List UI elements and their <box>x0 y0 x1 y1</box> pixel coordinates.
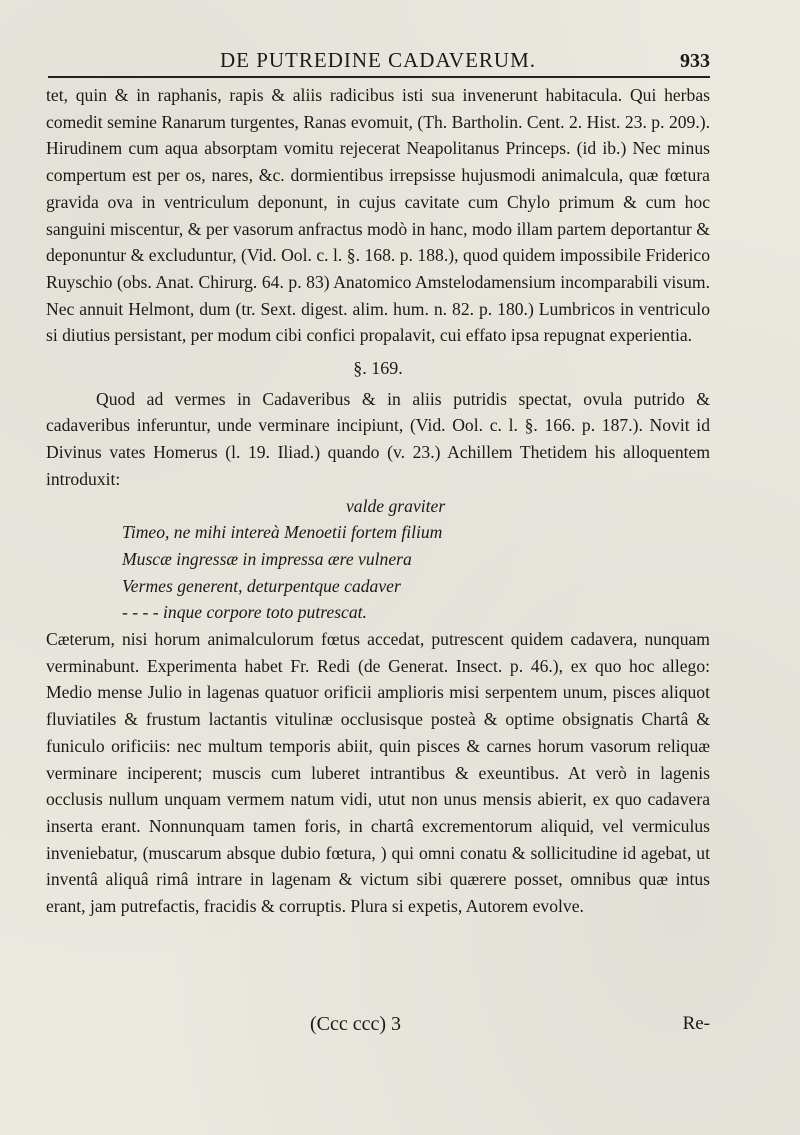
paragraph-3: Cæterum, nisi horum animalculorum fœtus accedat, putrescent quidem cadavera, nunquam verminabunt. Experimenta habet Fr. Redi (de Generat. Insect. p. 46.), ex quo hoc allego: Medio mense Julio in lagenas quatuor orificii amplioris misi serpentem unum, pisces aliquot fluviatiles & frustum lactantis vitulinæ occlusisque posteà & optime obsignatis Chartâ & funiculo orificiis: nec multum temporis abiit, quin pisces & carnes horum vasorum reliquæ verminare inciperent; muscis cum luberet intrantibus & exeuntibus. At verò in lagenis occlusis nullum unquam vermem natum vidi, utut non unus mensis abierit, ex quo cadavera inserta erant. Nonnunquam tamen foris, in chartâ excrementorum aliquid, vel vermiculus inveniebatur, (muscarum absque dubio fœtura, ) qui omni conatu & sollicitudine id agebat, ut inventâ aliquâ rimâ intrare in lagenam & victum sibi quærere posset, omnibus quæ intus erant, jam putrefactis, fracidis & corruptis. Plura si expetis, Autorem evolve. <box>46 629 710 917</box>
verse-line: Timeo, ne mihi intereà Menoetii fortem filium <box>122 522 443 543</box>
signature-mark: (Ccc ccc) 3 <box>310 1013 402 1035</box>
catchword: Re- <box>682 1013 710 1034</box>
header-rule <box>48 76 710 78</box>
page-header <box>48 44 708 74</box>
running-title: DE PUTREDINE CADAVERUM. <box>219 48 537 72</box>
verse-quotation <box>46 493 710 627</box>
page-number: 933 <box>680 50 710 72</box>
verse-line: - - - - inque corpore toto putrescat. <box>122 602 367 623</box>
verse-line: Muscæ ingressæ in impressa ære vulnera <box>122 548 412 569</box>
verse-line: valde graviter <box>346 495 446 516</box>
body-text <box>46 82 710 920</box>
verse-line: Vermes generent, deturpentque cadaver <box>122 575 401 596</box>
section-heading: §. 169. <box>353 358 403 379</box>
page-footer <box>48 1013 710 1043</box>
paragraph-1: tet, quin & in raphanis, rapis & aliis radicibus isti sua invenerunt habitacula. Qui herbas comedit semine Ranarum turgentes, Ranas evomuit, (Th. Bartholin. Cent. 2. Hist. 23. p. 209.). Hirudinem cum aqua absorptam vomitu rejecerat Neapolitanus Princeps. (id ib.) Nec minus compertum est per os, nares, &c. dormientibus irrepsisse hujusmodi animalcula, quæ fœtura gravida ova in ventriculum deponunt, in cujus cavitate cum Chylo primum & cum hoc sanguini miscentur, & per vasorum anfractus modò in hanc, modo illam partem deportantur & deponuntur & excluduntur, (Vid. Ool. c. l. §. 168. p. 188.), quod quidem impossibile Friderico Ruyschio (obs. Anat. Chirurg. 64. p. 83) Anatomico Amstelodamensium incomparabili visum. Nec annuit Helmont, dum (tr. Sext. digest. alim. hum. n. 82. p. 180.) Lumbricos in ventriculo si diutius persistant, per modum cibi confici propalavit, cui effato ipsa repugnat experientia. <box>46 85 710 346</box>
paragraph-2: Quod ad vermes in Cadaveribus & in aliis putridis spectat, ovula putrido & cadaveribus inferuntur, unde verminare incipiunt, (Vid. Ool. c. l. §. 166. p. 187.). Novit id Divinus vates Homerus (l. 19. Iliad.) quando (v. 23.) Achillem Thetidem his alloquentem introduxit: <box>46 388 710 489</box>
